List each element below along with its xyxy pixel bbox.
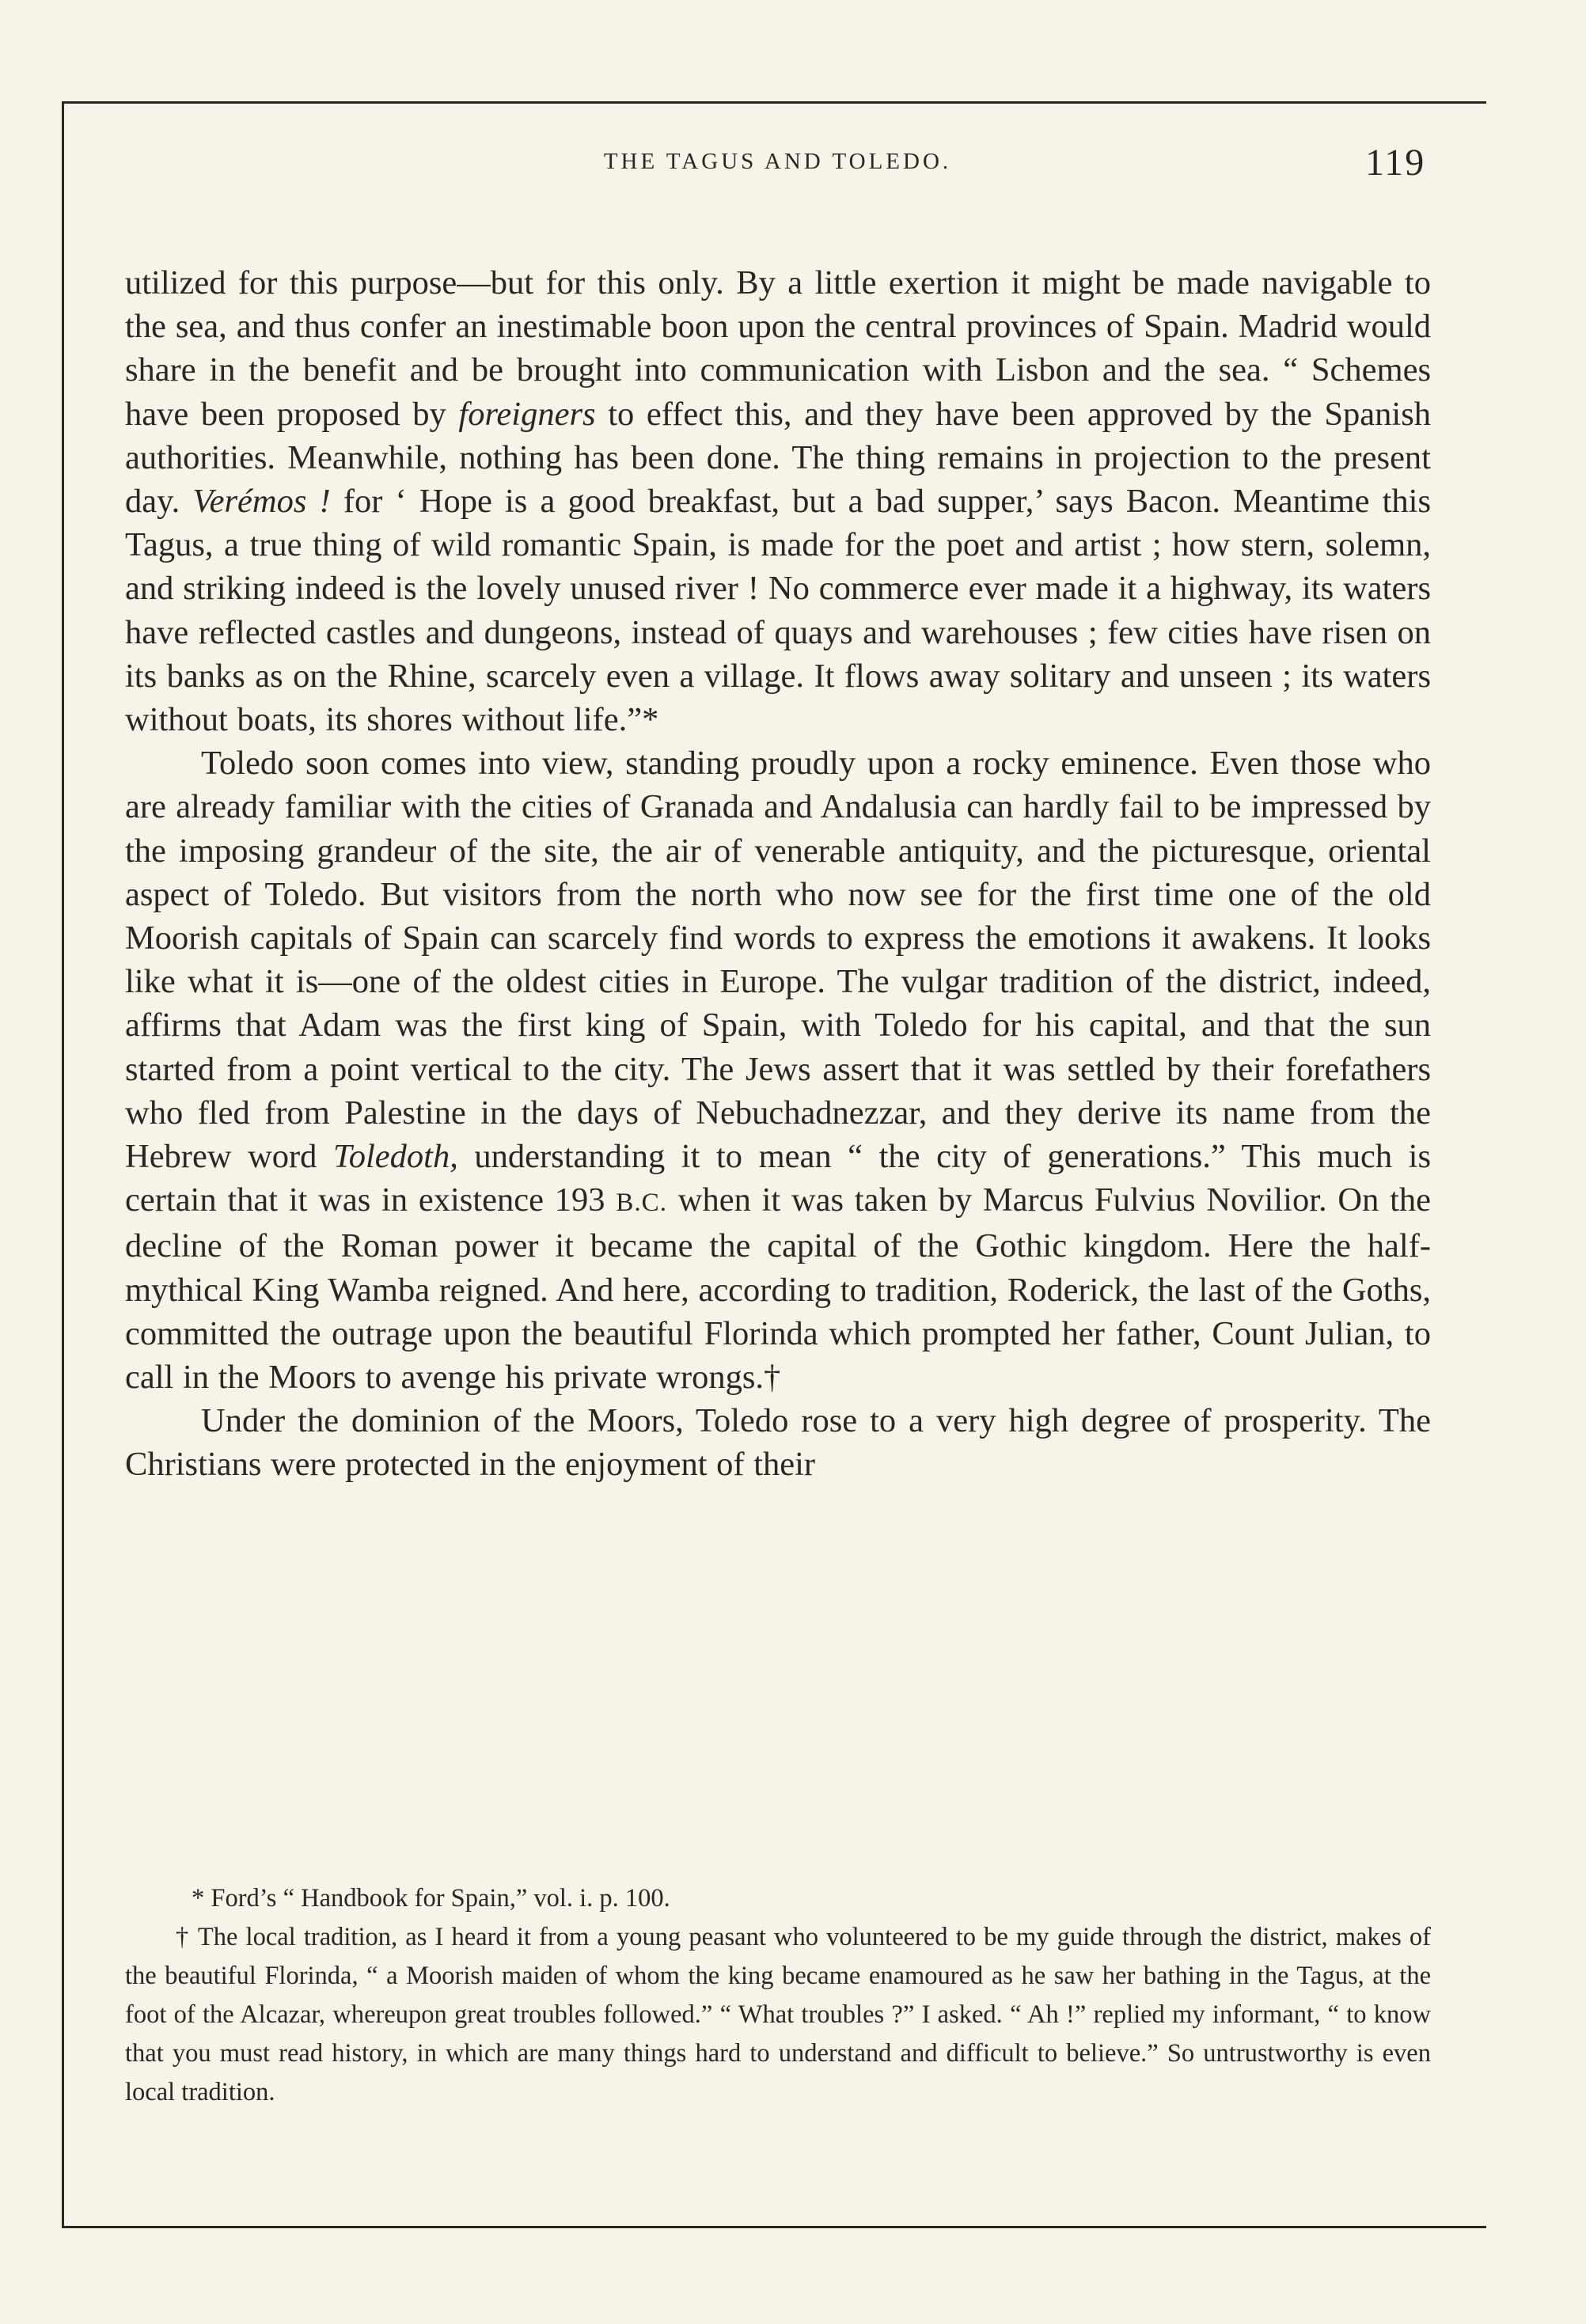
paragraph-1-text-a: utilized for this purpose—but for this only. By a little exertion it might be made navigable to the sea, and thus confer an inestimable boon upon the central provinces of Spain. Madrid would share in the benefit and be brought into communication with Lisbon and the sea. “ Schemes have been proposed by (125, 264, 1431, 433)
footnote-1: * Ford’s “ Handbook for Spain,” vol. i. p. 100. (192, 1884, 670, 1913)
italic-toledoth: Toledoth, (333, 1138, 458, 1176)
page-number: 119 (1365, 142, 1426, 184)
paragraph-3: Under the dominion of the Moors, Toledo rose to a very high degree of prosperity. The Christians were protected in the enjoyment of their (125, 1402, 1431, 1484)
italic-veremos: Verémos ! (192, 483, 331, 521)
paragraph-2 (125, 741, 1431, 1399)
small-caps-bc: B.C. (616, 1188, 668, 1218)
footnotes (125, 1879, 1431, 2112)
running-title: THE TAGUS AND TOLEDO. (603, 149, 952, 174)
paragraph-1-text-b: to effect this, and they have been approved by the Spanish authorities. Meanwhile, nothing has been done. The thing remains in projection to the present day. (125, 395, 1431, 521)
running-head (0, 141, 1586, 188)
paragraph-1 (125, 261, 1431, 741)
italic-foreigners: foreigners (458, 395, 596, 433)
paragraph-1-text-c: for ‘ Hope is a good breakfast, but a bad supper,’ says Bacon. Meantime this Tagus, a true thing of wild romantic Spain, is made for the poet and artist ; how stern, solemn, and striking indeed is the lovely unused river ! No commerce ever made it a highway, its waters have reflected castles and dungeons, instead of quays and warehouses ; few cities have risen on its banks as on the Rhine, scarcely even a village. It flows away solitary and unseen ; its waters without boats, its shores without life.”* (125, 483, 1431, 739)
body-text (125, 261, 1431, 1487)
paragraph-2-text-c: when it was taken by Marcus Fulvius Novilior. On the decline of the Roman power it became the capital of the Gothic kingdom. Here the half-mythical King Wamba reigned. And here, according to tradition, Roderick, the last of the Goths, committed the outrage upon the beautiful Florinda which prompted her father, Count Julian, to call in the Moors to avenge his private wrongs.† (125, 1181, 1431, 1397)
paragraph-2-text-a: Toledo soon comes into view, standing proudly upon a rocky eminence. Even those who are already familiar with the cities of Granada and Andalusia can hardly fail to be impressed by the imposing grandeur of the site, the air of venerable antiquity, and the picturesque, oriental aspect of Toledo. But visitors from the north who now see for the first time one of the old Moorish capitals of Spain can scarcely find words to express the emotions it awakens. It looks like what it is—one of the oldest cities in Europe. The vulgar tradition of the district, indeed, affirms that Adam was the first king of Spain, with Toledo for his capital, and that the sun started from a point vertical to the city. The Jews assert that it was settled by their forefathers who fled from Palestine in the days of Nebuchadnezzar, and they derive its name from the Hebrew word (125, 745, 1431, 1176)
paragraph-2-text-b: understanding it to mean “ the city of generations.” This much is certain that it was in existence 193 (125, 1138, 1432, 1219)
footnote-2: † The local tradition, as I heard it from a young peasant who volunteered to be my guide through the district, makes of the beautiful Florinda, “ a Moorish maiden of whom the king became enamoured as he saw her bathing in the Tagus, at the foot of the Alcazar, whereupon great troubles followed.” “ What troubles ?” I asked. “ Ah !” replied my informant, “ to know that you must read history, in which are many things hard to understand and difficult to believe.” So untrustworthy is even local tradition. (125, 1923, 1431, 2106)
